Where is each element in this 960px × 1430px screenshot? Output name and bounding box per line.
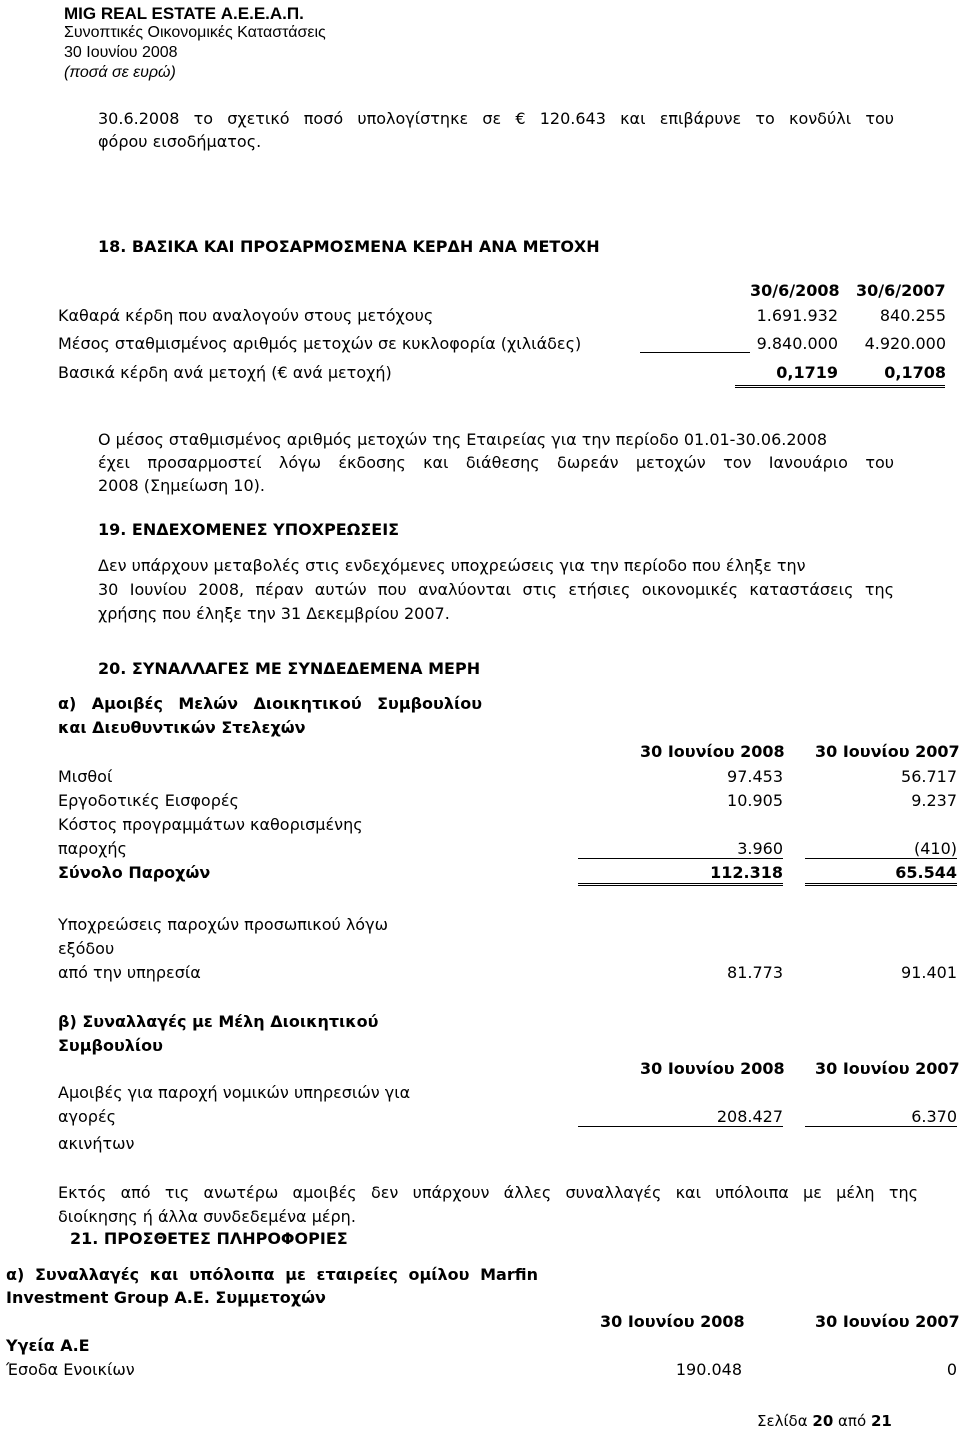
s20-cost-label-2: παροχής: [58, 839, 127, 858]
s20-b-col-2007: 30 Ιουνίου 2007: [815, 1059, 960, 1078]
s20-total-underline-2008: [578, 883, 783, 886]
section-19-title: 19. ΕΝΔΕΧΟΜΕΝΕΣ ΥΠΟΧΡΕΩΣΕΙΣ: [98, 520, 400, 539]
s20-cost-value-2008: 3.960: [578, 840, 783, 859]
intro-line-2: φόρου εισοδήματος.: [98, 132, 262, 151]
s20-col-2007: 30 Ιουνίου 2007: [815, 742, 960, 761]
s20-row-value-2007: 56.717: [901, 767, 957, 786]
report-subtitle: Συνοπτικές Οικονομικές Καταστάσεις: [64, 24, 326, 41]
currency-note: (ποσά σε ευρώ): [64, 64, 176, 81]
s20-col-2008: 30 Ιουνίου 2008: [640, 742, 785, 761]
s18-row-label: Καθαρά κέρδη που αναλογούν στους μετόχους: [58, 306, 434, 325]
s21-rent-value-2008: 190.048: [675, 1360, 742, 1379]
s20-legal-label-3: ακινήτων: [58, 1134, 135, 1153]
page-current: 20: [812, 1412, 834, 1430]
s20-exit-label-3: από την υπηρεσία: [58, 963, 201, 982]
s21-entity: Υγεία Α.Ε: [6, 1336, 90, 1355]
s18-col-2007: 30/6/2007: [856, 281, 946, 300]
s18-note-line-3: 2008 (Σημείωση 10).: [98, 476, 265, 495]
page-total: 21: [870, 1412, 892, 1430]
s20-b-title-line-2: Συμβουλίου: [58, 1036, 163, 1055]
s20-b-title-line-1: β) Συναλλαγές με Μέλη Διοικητικού: [58, 1012, 379, 1031]
s18-note-line-1: Ο μέσος σταθμισμένος αριθμός μετοχών της Εταιρείας για την περίοδο 01.01-30.06.2008: [98, 430, 828, 449]
s21-rent-value-2007: 0: [946, 1360, 957, 1379]
page-mid: από: [838, 1412, 867, 1430]
section-21-title: 21. ΠΡΟΣΘΕΤΕΣ ΠΛΗΡΟΦΟΡΙΕΣ: [70, 1229, 348, 1248]
s18-row-value-2007: 4.920.000: [864, 334, 946, 353]
s20-legal-label-1: Αμοιβές για παροχή νομικών υπηρεσιών για: [58, 1083, 411, 1102]
s20-closing-line-2: διοίκησης ή άλλα συνδεδεμένα μέρη.: [58, 1207, 356, 1226]
s20-row-label: Μισθοί: [58, 767, 113, 786]
s19-line-1: Δεν υπάρχουν μεταβολές στις ενδεχόμενες υποχρεώσεις για την περίοδο που έληξε την: [98, 556, 806, 575]
intro-line-1: 30.6.2008 το σχετικό ποσό υπολογίστηκε σε € 120.643 και επιβάρυνε το κονδύλι του: [98, 109, 894, 128]
s20-total-underline-2007: [805, 883, 957, 886]
s18-row-label: Μέσος σταθμισμένος αριθμός μετοχών σε κυκλοφορία (χιλιάδες): [58, 334, 582, 353]
s19-line-3: χρήσης που έληξε την 31 Δεκεμβρίου 2007.: [98, 604, 450, 623]
s18-row-value-2008: 9.840.000: [756, 334, 838, 353]
s20-a-title-line-1: α) Αμοιβές Μελών Διοικητικού Συμβουλίου: [58, 694, 482, 713]
s20-row-label: Εργοδοτικές Εισφορές: [58, 791, 239, 810]
s20-total-label: Σύνολο Παροχών: [58, 863, 211, 882]
section-18-title: 18. ΒΑΣΙΚΑ ΚΑΙ ΠΡΟΣΑΡΜΟΣΜΕΝΑ ΚΕΡΔΗ ΑΝΑ ΜΕΤΟΧΗ: [98, 237, 600, 256]
s18-row-value-2007: 840.255: [879, 306, 946, 325]
report-date: 30 Ιουνίου 2008: [64, 44, 178, 61]
s20-b-col-2008: 30 Ιουνίου 2008: [640, 1059, 785, 1078]
s20-cost-value-2007: (410): [805, 840, 957, 859]
s21-a-title-line-1: α) Συναλλαγές και υπόλοιπα με εταιρείες ομίλου Marfin: [6, 1265, 538, 1284]
s21-a-title-line-2: Investment Group Α.Ε. Συμμετοχών: [6, 1288, 326, 1307]
s21-col-2008: 30 Ιουνίου 2008: [600, 1312, 745, 1331]
s20-total-value-2008: 112.318: [710, 863, 783, 882]
s20-row-value-2008: 97.453: [727, 767, 783, 786]
s21-col-2007: 30 Ιουνίου 2007: [815, 1312, 960, 1331]
s18-row-label: Βασικά κέρδη ανά μετοχή (€ ανά μετοχή): [58, 363, 392, 382]
section-20-title: 20. ΣΥΝΑΛΛΑΓΕΣ ΜΕ ΣΥΝΔΕΔΕΜΕΝΑ ΜΕΡΗ: [98, 659, 481, 678]
s20-row-value-2008: 10.905: [727, 791, 783, 810]
s18-eps-2007: 0,1708: [884, 363, 946, 382]
s20-exit-label-1: Υποχρεώσεις παροχών προσωπικού λόγω: [58, 915, 388, 934]
s20-cost-label-1: Κόστος προγραμμάτων καθορισμένης: [58, 815, 363, 834]
s18-row-underline: [640, 352, 750, 353]
s20-legal-value-2007: 6.370: [805, 1108, 957, 1127]
s20-row-value-2007: 9.237: [911, 791, 957, 810]
s21-rent-label: Έσοδα Ενοικίων: [6, 1360, 135, 1379]
s20-exit-value-2008: 81.773: [727, 963, 783, 982]
s20-closing-line-1: Εκτός από τις ανωτέρω αμοιβές δεν υπάρχουν άλλες συναλλαγές και υπόλοιπα με μέλη της: [58, 1183, 918, 1202]
s20-exit-label-2: εξόδου: [58, 939, 115, 958]
s20-a-title-line-2: και Διευθυντικών Στελεχών: [58, 718, 306, 737]
s20-legal-value-2008: 208.427: [578, 1108, 783, 1127]
s20-legal-label-2: αγορές: [58, 1107, 116, 1126]
s18-col-2008: 30/6/2008: [750, 281, 840, 300]
s18-eps-double-underline: [735, 385, 945, 388]
page-number: [757, 1413, 892, 1430]
s18-row-value-2008: 1.691.932: [756, 306, 838, 325]
s18-eps-2008: 0,1719: [776, 363, 838, 382]
s20-exit-value-2007: 91.401: [901, 963, 957, 982]
s20-total-value-2007: 65.544: [895, 863, 957, 882]
page-prefix: Σελίδα: [757, 1412, 808, 1430]
s19-line-2: 30 Ιουνίου 2008, πέραν αυτών που αναλύονται στις ετήσιες οικονομικές καταστάσεις της: [98, 580, 894, 599]
company-name: MIG REAL ESTATE Α.Ε.Ε.Α.Π.: [64, 4, 304, 23]
s18-note-line-2: έχει προσαρμοστεί λόγω έκδοσης και διάθεσης δωρεάν μετοχών τον Ιανουάριο του: [98, 453, 894, 472]
